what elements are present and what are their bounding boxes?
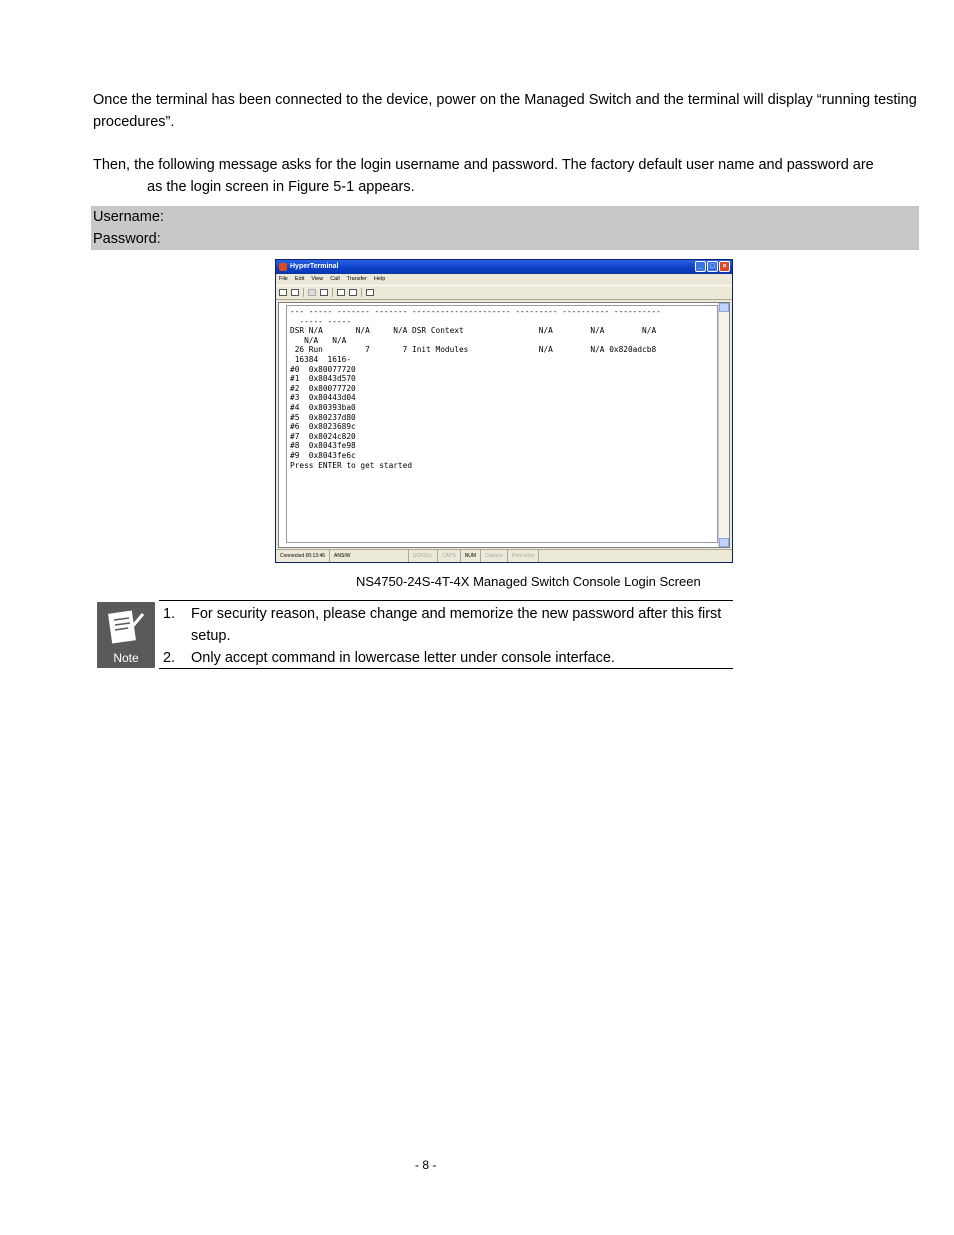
scroll-up-icon[interactable] [719, 303, 729, 312]
password-label: Password: [93, 231, 161, 247]
toolbar [276, 285, 732, 300]
disconnect-icon[interactable] [320, 289, 328, 296]
login-instructions-part2: as the login screen in Figure 5-1 appears. [147, 179, 415, 195]
login-instructions-paragraph [93, 154, 923, 198]
menu-call[interactable]: Call [330, 276, 340, 282]
send-icon[interactable] [337, 289, 345, 296]
new-file-icon[interactable] [279, 289, 287, 296]
hyperterminal-icon [279, 263, 287, 271]
note-icon [97, 602, 155, 668]
page-number: - 8 - [415, 1158, 437, 1172]
note-item [159, 603, 733, 647]
terminal-output: --- ----- ------- ------- --------------------- --------- ---------- ---------- ----- ----- DSR N/A N/A N/A DSR Context N/A N/A N/A N/A N/A 26 Run 7 7 Init Modules N/A N/A 0x820adcb8 16384 1616- #0 0x80077720 #1 0x8043d570 #2 0x80077720 #3 0x80443d04 #4 0x80393ba0 #5 0x80237d80 #6 0x8023689c #7 0x8024c820 #8 0x8043fe98 #9 0x8043fe6c Press ENTER to get started [290, 307, 661, 470]
window-title: HyperTerminal [290, 263, 339, 270]
status-connected: Connected 00:13:46 [276, 550, 330, 562]
open-folder-icon[interactable] [291, 289, 299, 296]
menu-view[interactable]: View [311, 276, 324, 282]
close-icon[interactable]: × [719, 261, 730, 272]
status-scroll: SCROLL [409, 550, 438, 562]
status-print-echo: Print echo [508, 550, 540, 562]
username-label: Username: [93, 209, 164, 225]
connect-icon[interactable] [308, 289, 316, 296]
note-list [159, 600, 733, 669]
window-titlebar [276, 260, 732, 274]
vertical-scrollbar[interactable] [718, 303, 729, 547]
minimize-icon[interactable]: _ [695, 261, 706, 272]
note-item-text: Only accept command in lowercase letter under console interface. [191, 650, 615, 666]
note-item-number: 1. [163, 606, 176, 622]
figure-caption: NS4750-24S-4T-4X Managed Switch Console Login Screen [356, 574, 701, 589]
menu-transfer[interactable]: Transfer [346, 276, 367, 282]
note-item [159, 647, 733, 669]
status-bar [276, 549, 732, 562]
terminal-screen[interactable] [278, 302, 730, 548]
menu-help[interactable]: Help [373, 276, 386, 282]
login-instructions-part1: Then, the following message asks for the login username and password. The factory default user name and password are [93, 157, 874, 173]
login-prompt-box [91, 206, 919, 250]
maximize-icon[interactable]: □ [707, 261, 718, 272]
note-label: Note [113, 651, 139, 665]
status-caps: CAPS [438, 550, 461, 562]
menu-edit[interactable]: Edit [294, 276, 305, 282]
note-item-number: 2. [163, 650, 176, 666]
hyperterminal-window [275, 259, 733, 563]
scroll-down-icon[interactable] [719, 538, 729, 547]
status-capture: Capture [481, 550, 508, 562]
properties-icon[interactable] [366, 289, 374, 296]
status-num: NUM [461, 550, 481, 562]
menu-bar [276, 274, 732, 285]
intro-paragraph: Once the terminal has been connected to the device, power on the Managed Switch and the terminal will display “running testing procedures”. [93, 92, 917, 130]
menu-file[interactable]: File [279, 276, 288, 282]
terminal-area[interactable] [286, 305, 718, 543]
note-item-text: For security reason, please change and memorize the new password after this first setup. [191, 606, 722, 644]
status-emulation: ANSIW [330, 550, 409, 562]
receive-icon[interactable] [349, 289, 357, 296]
